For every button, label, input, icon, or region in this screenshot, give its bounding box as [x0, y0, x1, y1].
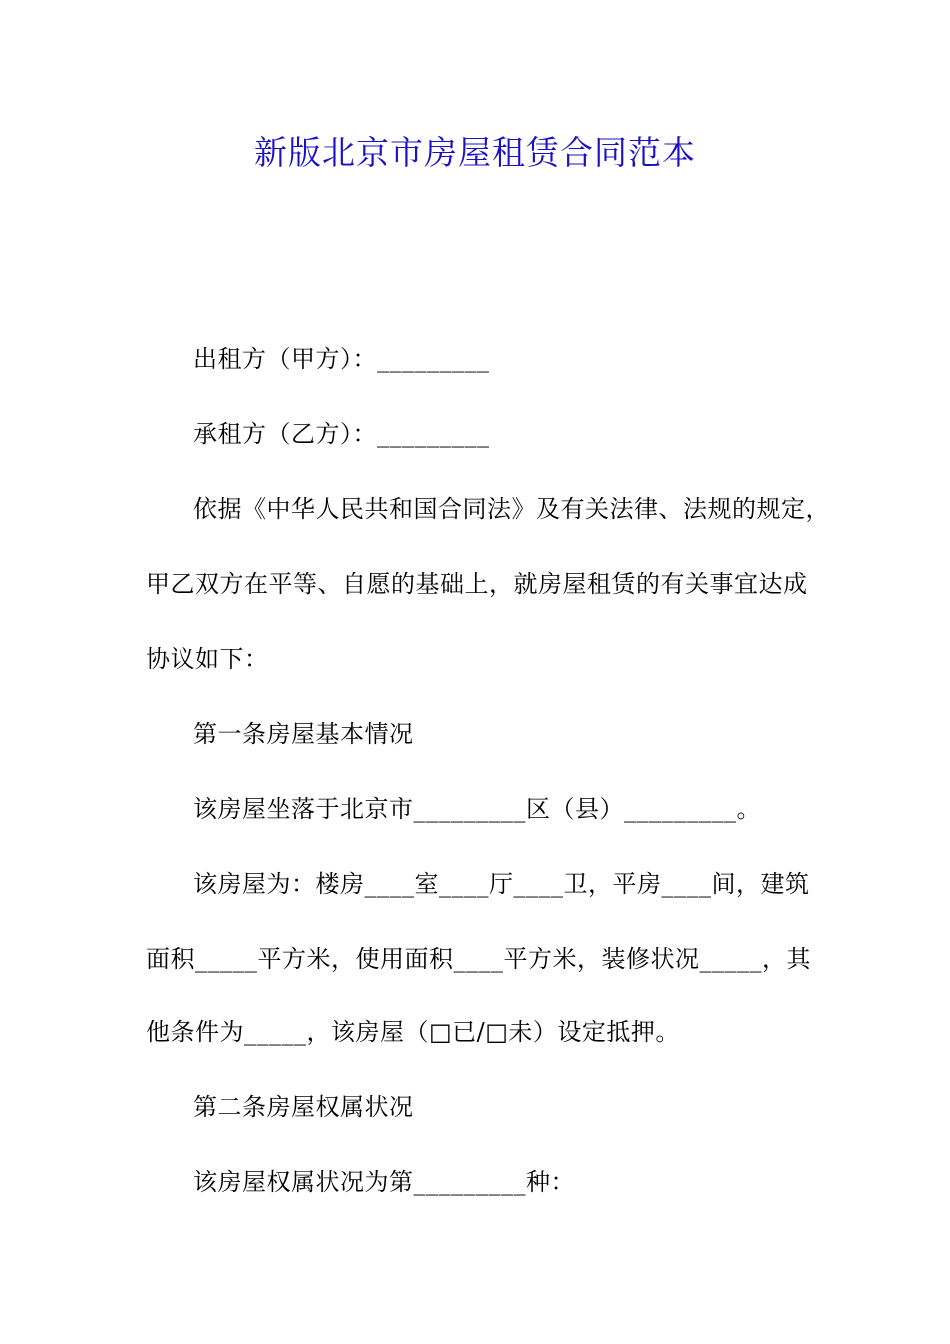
article-1-heading: 第一条房屋基本情况 — [193, 720, 414, 748]
document-title: 新版北京市房屋租赁合同范本 — [254, 133, 696, 172]
article-1-details-2: 面积_____平方米，使用面积____平方米，装修状况_____，其 — [146, 945, 811, 973]
article-1-details-1: 该房屋为：楼房____室____厅____卫，平房____间，建筑 — [193, 870, 810, 898]
article-1-details-3: 他条件为_____，该房屋（□已/□未）设定抵押。 — [146, 1018, 680, 1046]
article-2-ownership: 该房屋权属状况为第_________种： — [193, 1168, 575, 1196]
article-2-heading: 第二条房屋权属状况 — [193, 1093, 414, 1121]
preamble-line-3: 协议如下： — [146, 645, 269, 673]
article-1-location: 该房屋坐落于北京市_________区（县）_________。 — [193, 795, 761, 823]
preamble-line-2: 甲乙双方在平等、自愿的基础上，就房屋租赁的有关事宜达成 — [146, 570, 808, 598]
preamble-line-1: 依据《中华人民共和国合同法》及有关法律、法规的规定， — [193, 495, 830, 523]
lessor-line: 出租方（甲方）：_________ — [193, 345, 490, 373]
lessee-line: 承租方（乙方）：_________ — [193, 420, 490, 448]
